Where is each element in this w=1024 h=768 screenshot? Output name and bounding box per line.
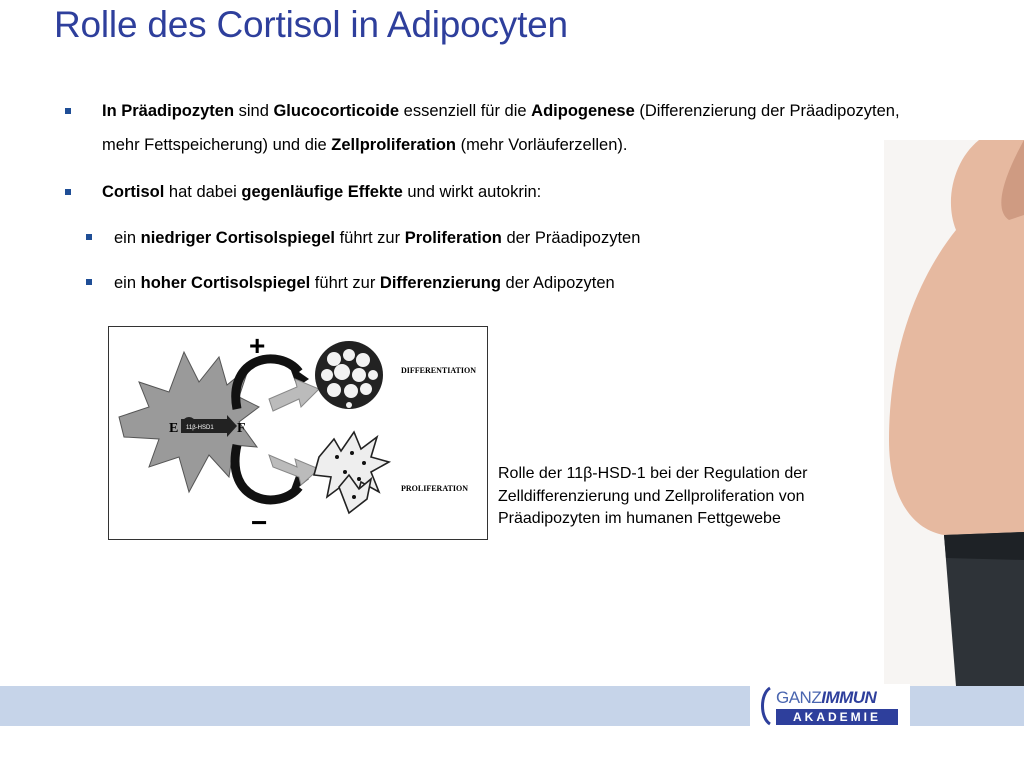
- logo-swirl-icon: [756, 686, 776, 726]
- text-run: und wirkt autokrin:: [402, 183, 542, 201]
- bold-term: Glucocorticoide: [273, 102, 400, 120]
- bullet-1: [102, 94, 932, 162]
- bullet-1-text: [102, 102, 900, 154]
- bullet-2: [102, 175, 882, 209]
- differentiation-arrow: [269, 379, 319, 411]
- bold-term: niedriger Cortisolspiegel: [140, 229, 335, 247]
- bullet-marker: [86, 234, 92, 240]
- text-run: führt zur: [310, 274, 380, 292]
- bold-term: Cortisol: [102, 183, 165, 201]
- label-f: F: [237, 421, 246, 436]
- bold-term: Zellproliferation: [331, 136, 456, 154]
- bullet-marker: [65, 108, 71, 114]
- text-run: hat dabei: [164, 183, 242, 201]
- text-run: (mehr Vorläuferzellen).: [455, 136, 628, 154]
- bold-term: In Präadipozyten: [102, 102, 235, 120]
- text-run: (Differenzierung der Präadipozyten, mehr Fettspeicherung) und die: [102, 102, 900, 154]
- text-run: ein: [114, 274, 141, 292]
- ganzimmun-logo: [750, 684, 910, 728]
- sub-bullet-1-text: [114, 229, 640, 247]
- differentiation-label: DIFFERENTIATION: [401, 366, 476, 375]
- figure-caption: Rolle der 11β-HSD-1 bei der Regulation der Zelldifferenzierung und Zellproliferation von Präadipozyten im humanen Fettgewebe: [498, 465, 808, 527]
- proliferation-label: PROLIFERATION: [401, 484, 468, 493]
- text-run: der Adipozyten: [500, 274, 615, 292]
- label-e: E: [169, 421, 179, 436]
- enzyme-label: 11β-HSD1: [186, 425, 214, 431]
- bold-term: hoher Cortisolspiegel: [140, 274, 311, 292]
- bold-term: Adipogenese: [531, 102, 635, 120]
- logo-wordmark: [776, 688, 876, 708]
- text-run: führt zur: [334, 229, 405, 247]
- proliferation-arrow: [269, 455, 319, 485]
- text-run: der Präadipozyten: [501, 229, 641, 247]
- bold-term: Proliferation: [404, 229, 502, 247]
- bullet-2-text: [102, 183, 541, 201]
- bold-term: Differenzierung: [379, 274, 501, 292]
- bold-term: gegenläufige Effekte: [241, 183, 403, 201]
- proliferating-cells: [314, 432, 389, 513]
- diagram-svg: [109, 327, 487, 539]
- sub-bullet-1: [114, 221, 874, 255]
- text-run: essenziell für die: [399, 102, 532, 120]
- logo-akademie: AKADEMIE: [776, 709, 898, 725]
- minus-sign: −: [251, 507, 268, 538]
- belly-photo: [884, 140, 1024, 686]
- logo-ganz: GANZ: [776, 688, 822, 707]
- belly-photo-svg: [884, 140, 1024, 686]
- bullet-marker: [65, 189, 71, 195]
- cortisol-diagram: [108, 326, 488, 540]
- slide-title: Rolle des Cortisol in Adipocyten: [54, 4, 568, 45]
- logo-immun: IMMUN: [821, 688, 877, 707]
- bullet-marker: [86, 279, 92, 285]
- plus-sign: +: [249, 330, 266, 361]
- text-run: sind: [234, 102, 274, 120]
- text-run: ein: [114, 229, 141, 247]
- sub-bullet-2-text: [114, 274, 615, 292]
- sub-bullet-2: [114, 266, 874, 300]
